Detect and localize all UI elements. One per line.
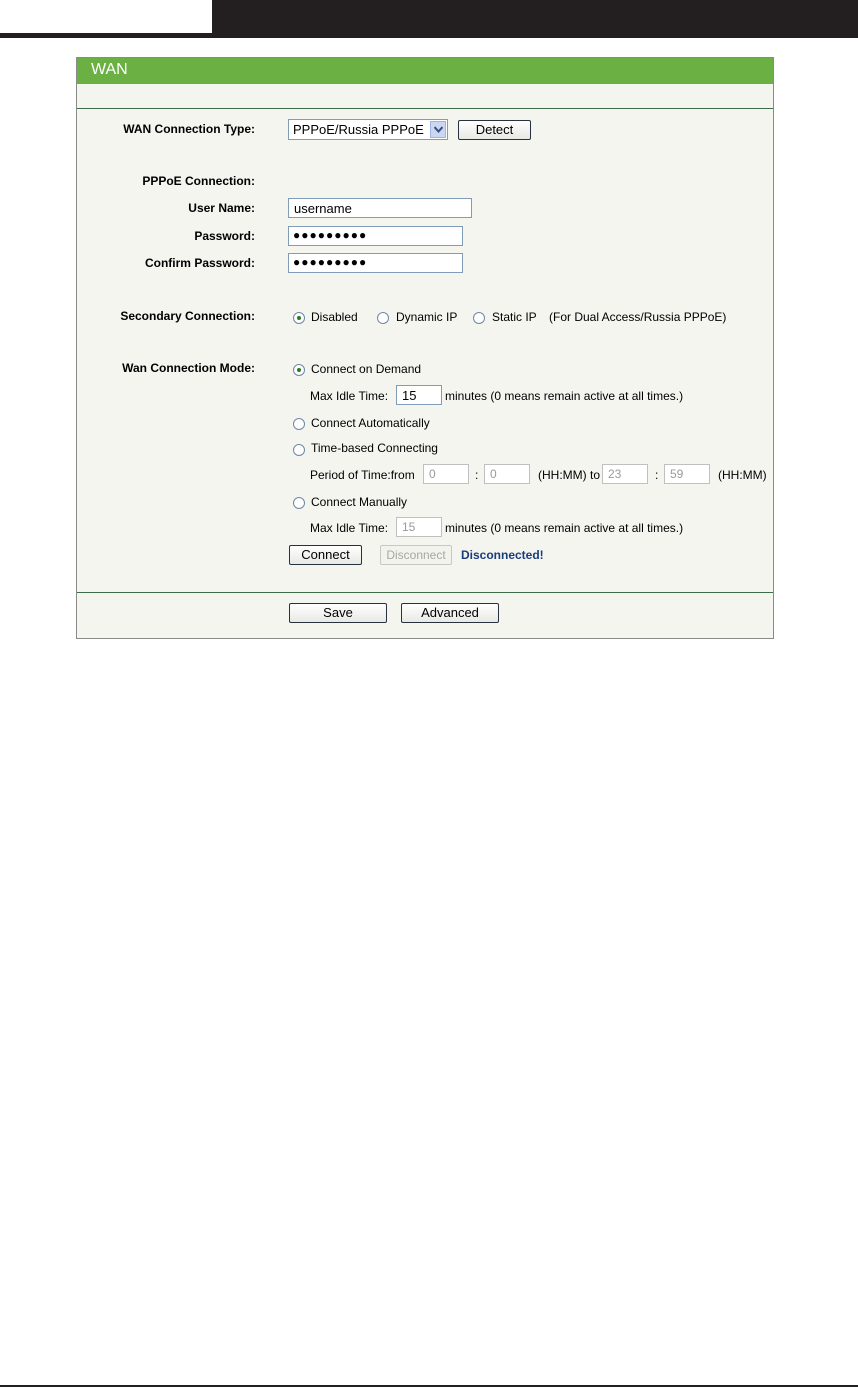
from-minute-input[interactable]: 0 (484, 464, 530, 484)
max-idle-input[interactable]: 15 (396, 385, 442, 405)
secondary-connection-label: Secondary Connection: (120, 309, 255, 323)
mode-auto-label: Connect Automatically (311, 416, 430, 430)
mode-manual-label: Connect Manually (311, 495, 408, 509)
secondary-note: (For Dual Access/Russia PPPoE) (549, 310, 727, 324)
wan-type-selected: PPPoE/Russia PPPoE (293, 122, 424, 137)
manual-idle-label: Max Idle Time: (310, 521, 389, 535)
manual-idle-input[interactable]: 15 (396, 517, 442, 537)
mode-on-demand-label: Connect on Demand (311, 362, 422, 376)
page-bottom-rule (0, 1385, 858, 1387)
secondary-static-ip-label: Static IP (492, 310, 537, 324)
username-input[interactable]: username (288, 198, 472, 218)
manual-idle-note: minutes (0 means remain active at all times.) (445, 521, 684, 535)
save-button[interactable]: Save (289, 603, 387, 623)
wan-type-label: WAN Connection Type: (123, 122, 255, 136)
connect-button[interactable]: Connect (289, 545, 362, 565)
hhmm-label: (HH:MM) (718, 468, 767, 482)
connection-status: Disconnected! (461, 548, 544, 562)
mode-manual-radio[interactable] (293, 497, 305, 509)
period-label: Period of Time:from (310, 468, 415, 482)
secondary-dynamic-ip-radio[interactable] (377, 312, 389, 324)
detect-button[interactable]: Detect (458, 120, 531, 140)
max-idle-label: Max Idle Time: (310, 389, 389, 403)
panel-subheader (77, 84, 773, 109)
from-hour-input[interactable]: 0 (423, 464, 469, 484)
max-idle-note: minutes (0 means remain active at all times.) (445, 389, 684, 403)
mode-time-based-label: Time-based Connecting (311, 441, 438, 455)
username-label: User Name: (188, 201, 255, 215)
mode-auto-radio[interactable] (293, 418, 305, 430)
secondary-disabled-label: Disabled (311, 310, 358, 324)
to-colon: : (655, 468, 659, 482)
panel-title-bar (77, 58, 773, 84)
wan-mode-label: Wan Connection Mode: (122, 361, 255, 375)
panel-title: WAN (91, 61, 128, 78)
disconnect-button[interactable]: Disconnect (380, 545, 452, 565)
header-underline (0, 35, 212, 38)
hhmm-to-label: (HH:MM) to (538, 468, 600, 482)
document-header-bar (0, 0, 858, 38)
mode-time-based-radio[interactable] (293, 444, 305, 456)
mode-on-demand-radio[interactable] (293, 364, 305, 376)
to-hour-input[interactable]: 23 (602, 464, 648, 484)
header-tab (0, 0, 212, 33)
from-colon: : (475, 468, 479, 482)
chevron-down-icon[interactable] (430, 121, 446, 138)
confirm-password-input[interactable]: ●●●●●●●●● (288, 253, 463, 273)
secondary-static-ip-radio[interactable] (473, 312, 485, 324)
confirm-password-label: Confirm Password: (144, 256, 255, 270)
wan-type-select[interactable] (288, 119, 448, 140)
advanced-button[interactable]: Advanced (401, 603, 499, 623)
secondary-disabled-radio[interactable] (293, 312, 305, 324)
password-input[interactable]: ●●●●●●●●● (288, 226, 463, 246)
secondary-dynamic-ip-label: Dynamic IP (396, 310, 458, 324)
to-minute-input[interactable]: 59 (664, 464, 710, 484)
wan-panel (76, 57, 774, 639)
password-label: Password: (194, 229, 255, 243)
pppoe-section-label: PPPoE Connection: (142, 174, 255, 188)
footer-divider (77, 592, 773, 593)
